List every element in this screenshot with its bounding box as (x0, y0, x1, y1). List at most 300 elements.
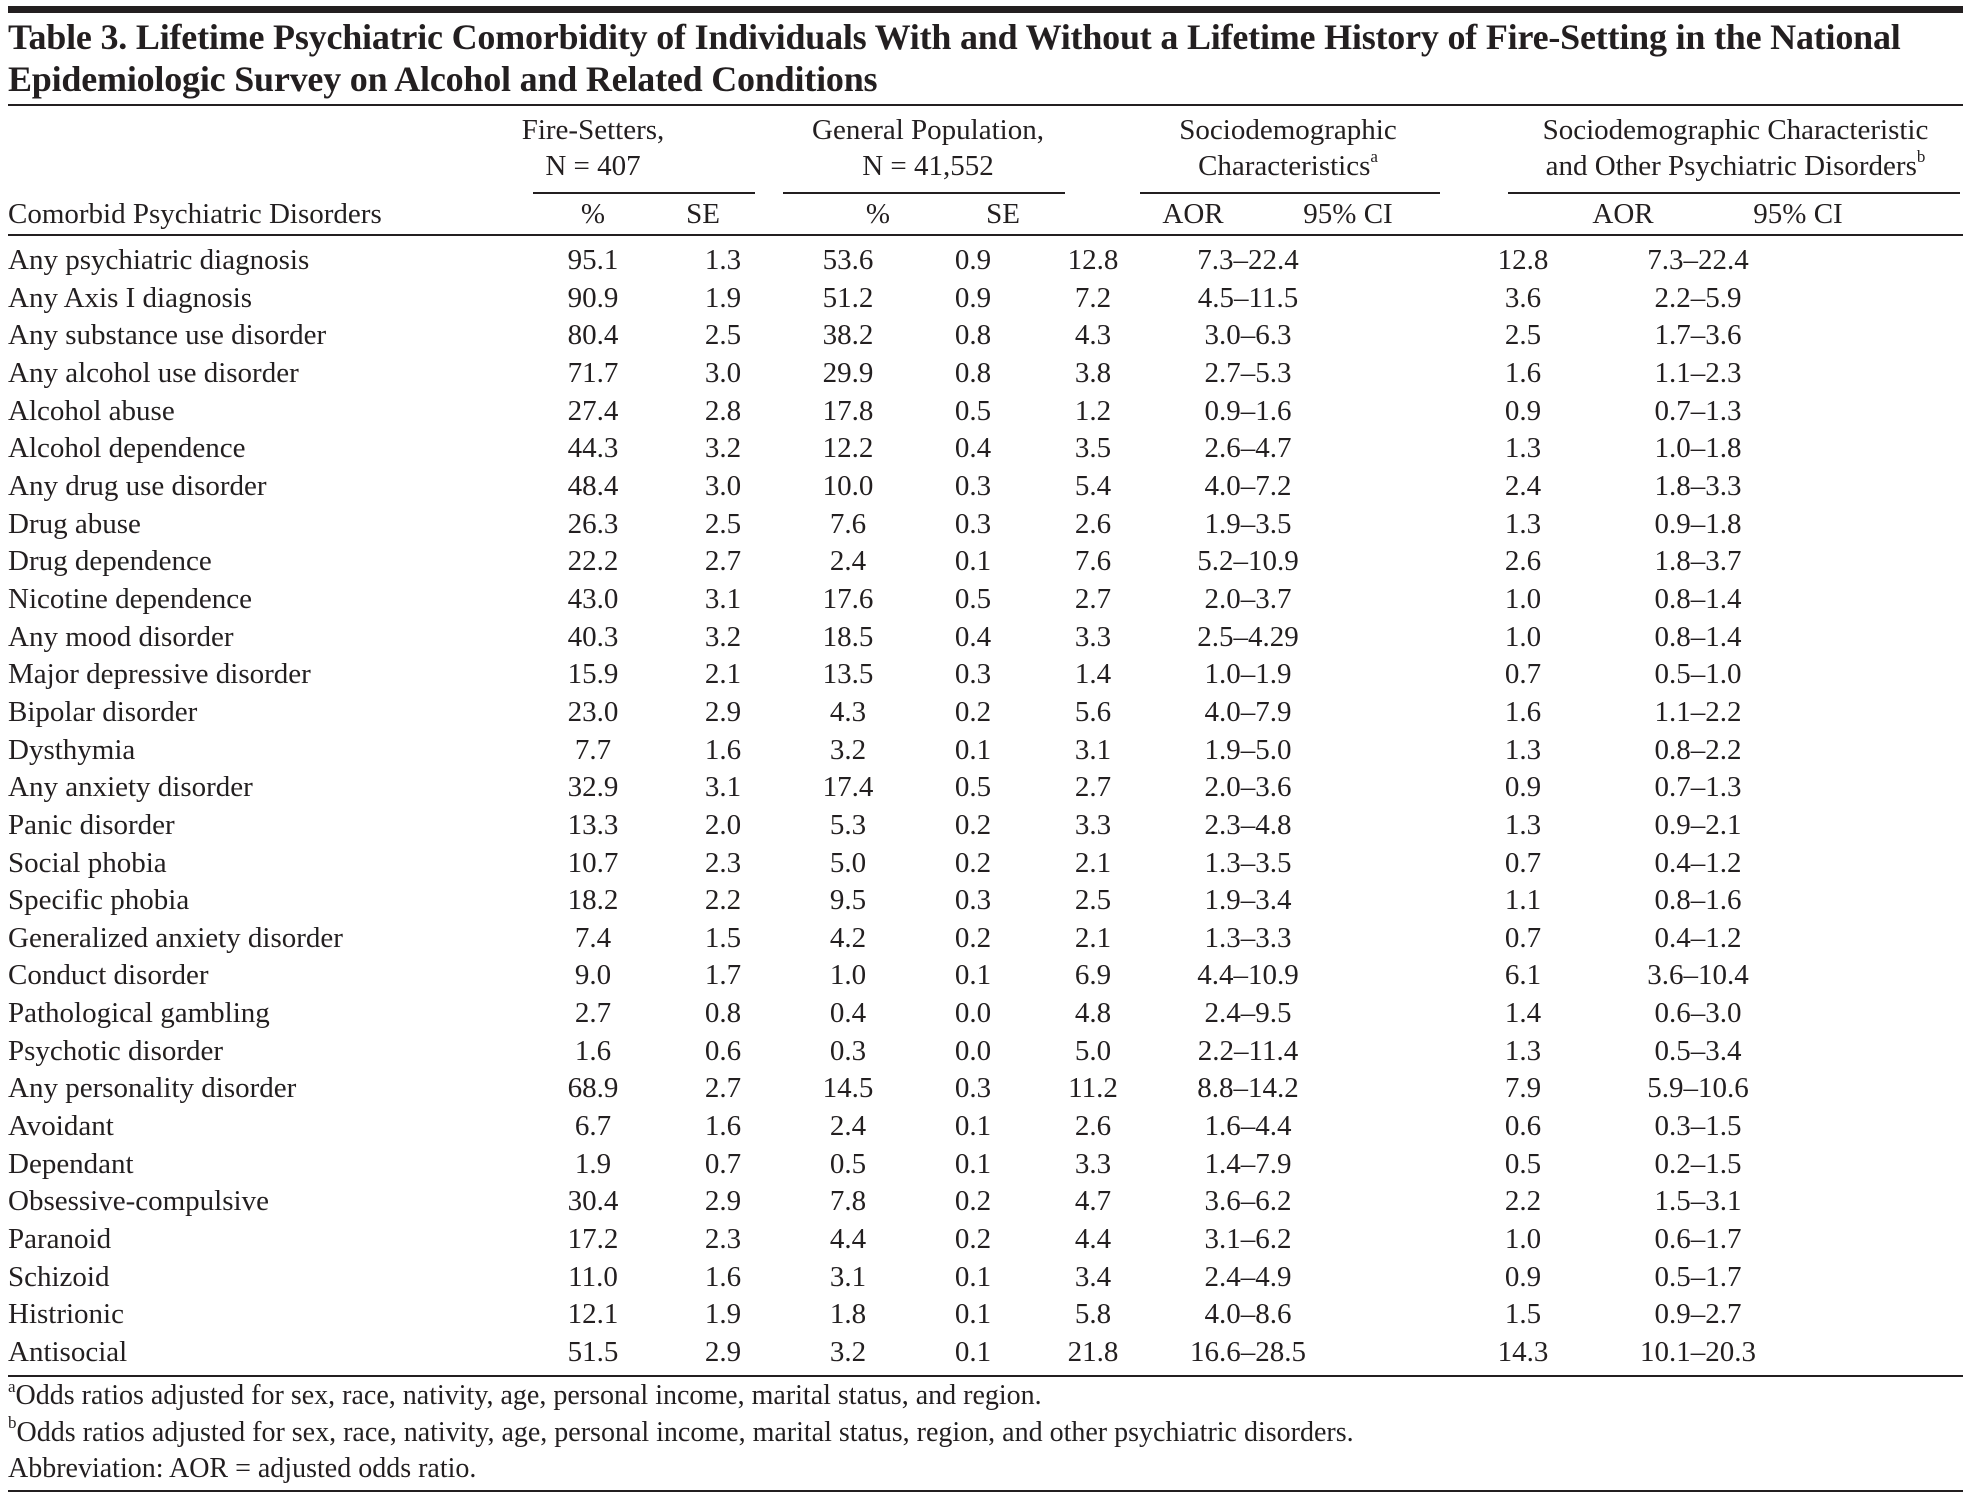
socio-ci: 1.3–3.3 (1204, 921, 1292, 954)
socio-other-aor: 1.1 (1504, 884, 1542, 917)
general-pop-pct: 10.0 (822, 469, 874, 502)
disorder-name: Schizoid (8, 1260, 110, 1293)
socio-ci: 2.3–4.8 (1204, 808, 1292, 841)
fire-setters-se: 0.6 (704, 1034, 742, 1067)
fire-setters-pct: 44.3 (567, 432, 619, 465)
socio-ci: 2.2–11.4 (1197, 1034, 1299, 1067)
spacer (1338, 1070, 1448, 1108)
socio-aor: 2.6 (1074, 1110, 1112, 1143)
general-pop-se: 0.3 (954, 884, 992, 917)
spacer (1338, 619, 1448, 657)
table-row (8, 920, 1798, 958)
spacer (1338, 1108, 1448, 1146)
fire-setters-se: 2.8 (704, 394, 742, 427)
fire-setters-pct: 80.4 (567, 319, 619, 352)
socio-other-ci: 7.3–22.4 (1647, 244, 1749, 276)
general-pop-pct: 51.2 (822, 281, 874, 314)
spacer (1338, 995, 1448, 1033)
fire-setters-pct: 22.2 (567, 545, 619, 578)
socio-ci: 1.9–5.0 (1204, 733, 1292, 766)
general-pop-se: 0.1 (954, 959, 992, 992)
socio-ci: 7.3–22.4 (1197, 244, 1299, 276)
fire-setters-se: 1.6 (704, 733, 742, 766)
disorder-name: Any Axis I diagnosis (8, 281, 253, 314)
spacer (1338, 1183, 1448, 1221)
socio-other-ci: 0.8–1.4 (1654, 620, 1742, 653)
fire-setters-se: 1.9 (704, 1298, 742, 1331)
group-fire-setters-line2: N = 407 (545, 150, 641, 182)
socio-ci: 8.8–14.2 (1197, 1072, 1299, 1105)
fire-setters-se: 2.9 (704, 1336, 742, 1369)
socio-other-aor: 2.4 (1504, 469, 1542, 502)
fire-setters-pct: 43.0 (567, 582, 619, 615)
socio-aor: 21.8 (1067, 1336, 1119, 1369)
general-pop-pct: 3.2 (829, 733, 867, 766)
socio-ci: 3.6–6.2 (1204, 1185, 1292, 1218)
table-title: Table 3. Lifetime Psychiatric Comorbidity of Individuals With and Without a Lifetime History of Fire-Setting in the National Epidemiologic Survey on Alcohol and Related Conditions (8, 17, 1901, 99)
fire-setters-pct: 13.3 (567, 808, 619, 841)
disorder-name: Social phobia (8, 846, 167, 879)
group-sociodemographic (1128, 112, 1448, 184)
table-row (8, 1296, 1798, 1334)
socio-other-aor: 3.6 (1504, 281, 1542, 314)
socio-other-ci: 1.7–3.6 (1654, 319, 1742, 352)
group-fire-setters-rule (533, 192, 755, 194)
fire-setters-pct: 23.0 (567, 695, 619, 728)
fire-setters-se: 2.3 (704, 1223, 742, 1256)
socio-other-ci: 1.1–2.3 (1654, 356, 1742, 389)
socio-other-ci: 1.8–3.7 (1654, 545, 1742, 578)
disorder-name: Antisocial (8, 1336, 128, 1369)
socio-other-aor: 0.7 (1504, 846, 1542, 879)
socio-other-aor: 0.9 (1504, 771, 1542, 804)
table-row (8, 619, 1798, 657)
socio-other-aor: 0.6 (1504, 1110, 1542, 1143)
general-pop-pct: 0.4 (829, 997, 867, 1030)
column-header-ci-2: 95% CI (1753, 198, 1843, 230)
general-pop-pct: 0.5 (829, 1147, 867, 1180)
fire-setters-pct: 7.4 (574, 921, 612, 954)
general-pop-se: 0.1 (954, 1110, 992, 1143)
socio-other-ci: 0.8–2.2 (1654, 733, 1742, 766)
table-row (8, 995, 1798, 1033)
socio-aor: 2.6 (1074, 507, 1112, 540)
table-row (8, 468, 1798, 506)
column-header-fire-pct: % (580, 198, 606, 230)
socio-ci: 1.6–4.4 (1204, 1110, 1292, 1143)
spacer (1338, 732, 1448, 770)
socio-aor: 1.4 (1074, 658, 1112, 691)
fire-setters-se: 2.7 (704, 545, 742, 578)
disorder-name: Any personality disorder (8, 1072, 297, 1105)
spacer (1338, 468, 1448, 506)
socio-ci: 4.5–11.5 (1197, 281, 1299, 314)
disorder-name: Any substance use disorder (8, 319, 327, 352)
spacer (1338, 280, 1448, 318)
fire-setters-pct: 90.9 (567, 281, 619, 314)
column-header-aor-2: AOR (1592, 198, 1654, 230)
general-pop-pct: 17.4 (822, 771, 874, 804)
general-pop-pct: 5.0 (829, 846, 867, 879)
general-pop-se: 0.8 (954, 356, 992, 389)
socio-ci: 2.6–4.7 (1204, 432, 1292, 465)
general-pop-se: 0.1 (954, 1336, 992, 1369)
fire-setters-se: 3.0 (704, 356, 742, 389)
table-row (8, 732, 1798, 770)
socio-other-aor: 14.3 (1497, 1336, 1549, 1369)
disorder-name: Any anxiety disorder (8, 771, 253, 804)
fire-setters-se: 3.2 (704, 432, 742, 465)
socio-other-aor: 1.0 (1504, 582, 1542, 615)
general-pop-pct: 4.4 (829, 1223, 867, 1256)
fire-setters-pct: 1.6 (574, 1034, 612, 1067)
disorder-name: Any drug use disorder (8, 469, 267, 502)
socio-other-ci: 0.5–3.4 (1654, 1034, 1742, 1067)
column-header-disorders: Comorbid Psychiatric Disorders (8, 198, 382, 230)
group-sociodemographic-rule (1140, 192, 1440, 194)
socio-aor: 2.7 (1074, 771, 1112, 804)
socio-other-ci: 5.9–10.6 (1647, 1072, 1749, 1105)
spacer (1338, 845, 1448, 883)
general-pop-se: 0.2 (954, 1185, 992, 1218)
group-socio-other (1508, 112, 1963, 184)
socio-other-ci: 0.8–1.4 (1654, 582, 1742, 615)
disorder-name: Nicotine dependence (8, 582, 252, 615)
footnote-b (8, 1415, 1354, 1452)
table-row (8, 1221, 1798, 1259)
table-page (8, 0, 1963, 1501)
fire-setters-se: 1.3 (704, 244, 742, 276)
socio-ci: 2.7–5.3 (1204, 356, 1292, 389)
socio-other-aor: 1.0 (1504, 1223, 1542, 1256)
socio-other-ci: 3.6–10.4 (1647, 959, 1749, 992)
socio-other-ci: 2.2–5.9 (1654, 281, 1742, 314)
fire-setters-se: 2.3 (704, 846, 742, 879)
socio-other-ci: 0.6–1.7 (1654, 1223, 1742, 1256)
socio-other-ci: 1.1–2.2 (1654, 695, 1742, 728)
general-pop-pct: 3.1 (829, 1260, 867, 1293)
general-pop-pct: 4.3 (829, 695, 867, 728)
disorder-name: Psychotic disorder (8, 1034, 224, 1067)
fire-setters-pct: 6.7 (574, 1110, 612, 1143)
general-pop-pct: 18.5 (822, 620, 874, 653)
socio-aor: 4.8 (1074, 997, 1112, 1030)
disorder-name: Obsessive-compulsive (8, 1185, 269, 1218)
socio-other-aor: 1.3 (1504, 1034, 1542, 1067)
spacer (1338, 957, 1448, 995)
footnote-b-mark: b (8, 1413, 17, 1433)
socio-other-ci: 0.9–2.1 (1654, 808, 1742, 841)
spacer (1338, 694, 1448, 732)
general-pop-pct: 3.2 (829, 1336, 867, 1369)
socio-ci: 4.0–8.6 (1204, 1298, 1292, 1331)
fire-setters-pct: 48.4 (567, 469, 619, 502)
socio-other-ci: 0.5–1.0 (1654, 658, 1742, 691)
socio-other-aor: 1.5 (1504, 1298, 1542, 1331)
socio-other-aor: 1.3 (1504, 432, 1542, 465)
general-pop-pct: 38.2 (822, 319, 874, 352)
group-socio-other-rule (1508, 192, 1960, 194)
disorder-name: Any psychiatric diagnosis (8, 244, 310, 276)
socio-other-aor: 1.6 (1504, 356, 1542, 389)
group-fire-setters (518, 112, 668, 184)
fire-setters-se: 1.9 (704, 281, 742, 314)
socio-aor: 5.8 (1074, 1298, 1112, 1331)
comorbidity-table (8, 242, 1798, 1372)
socio-ci: 1.0–1.9 (1204, 658, 1292, 691)
fire-setters-se: 2.7 (704, 1072, 742, 1105)
socio-ci: 4.0–7.9 (1204, 695, 1292, 728)
general-pop-se: 0.3 (954, 658, 992, 691)
group-general-population-line1: General Population, (812, 114, 1044, 146)
table-row (8, 1070, 1798, 1108)
fire-setters-pct: 51.5 (567, 1336, 619, 1369)
socio-aor: 5.6 (1074, 695, 1112, 728)
socio-other-aor: 0.7 (1504, 658, 1542, 691)
socio-aor: 3.1 (1074, 733, 1112, 766)
socio-other-ci: 10.1–20.3 (1640, 1336, 1756, 1369)
general-pop-se: 0.2 (954, 921, 992, 954)
disorder-name: Avoidant (8, 1110, 114, 1143)
spacer (1338, 1334, 1448, 1372)
table-row (8, 242, 1798, 280)
group-socio-other-line2: and Other Psychiatric Disorders (1545, 150, 1917, 182)
fire-setters-pct: 40.3 (567, 620, 619, 653)
fire-setters-se: 2.9 (704, 1185, 742, 1218)
socio-aor: 3.5 (1074, 432, 1112, 465)
table-row (8, 393, 1798, 431)
column-header-fire-se: SE (686, 198, 720, 230)
group-general-population-line2: N = 41,552 (862, 150, 994, 182)
table-row (8, 581, 1798, 619)
general-pop-se: 0.3 (954, 1072, 992, 1105)
socio-other-aor: 1.3 (1504, 507, 1542, 540)
disorder-name: Drug dependence (8, 545, 212, 578)
fire-setters-se: 3.0 (704, 469, 742, 502)
table-row (8, 317, 1798, 355)
socio-other-aor: 1.3 (1504, 808, 1542, 841)
general-pop-se: 0.2 (954, 1223, 992, 1256)
table-row (8, 1334, 1798, 1372)
spacer (1338, 807, 1448, 845)
group-socio-other-line2-wrap (1508, 148, 1963, 184)
socio-other-ci: 0.4–1.2 (1654, 921, 1742, 954)
general-pop-se: 0.2 (954, 846, 992, 879)
general-pop-pct: 5.3 (829, 808, 867, 841)
disorder-name: Paranoid (8, 1223, 112, 1256)
fire-setters-se: 0.7 (704, 1147, 742, 1180)
socio-other-aor: 7.9 (1504, 1072, 1542, 1105)
socio-other-aor: 2.5 (1504, 319, 1542, 352)
socio-ci: 2.0–3.6 (1204, 771, 1292, 804)
disorder-name: Major depressive disorder (8, 658, 311, 691)
general-pop-pct: 17.6 (822, 582, 874, 615)
disorder-name: Conduct disorder (8, 959, 209, 992)
footnote-b-text: Odds ratios adjusted for sex, race, nativity, age, personal income, marital status, region, and other psychiatric disorders. (16, 1416, 1354, 1448)
socio-aor: 4.7 (1074, 1185, 1112, 1218)
footnote-abbreviation: Abbreviation: AOR = adjusted odds ratio. (8, 1453, 477, 1484)
general-pop-pct: 0.3 (829, 1034, 867, 1067)
socio-aor: 2.5 (1074, 884, 1112, 917)
fire-setters-pct: 27.4 (567, 394, 619, 427)
fire-setters-se: 2.2 (704, 884, 742, 917)
fire-setters-pct: 9.0 (574, 959, 612, 992)
socio-aor: 2.1 (1074, 921, 1112, 954)
fire-setters-se: 1.7 (704, 959, 742, 992)
socio-other-aor: 0.7 (1504, 921, 1542, 954)
general-pop-se: 0.5 (954, 582, 992, 615)
socio-aor: 12.8 (1067, 244, 1119, 276)
general-pop-se: 0.3 (954, 507, 992, 540)
spacer (1338, 355, 1448, 393)
fire-setters-se: 3.2 (704, 620, 742, 653)
general-pop-se: 0.1 (954, 545, 992, 578)
socio-other-ci: 0.9–1.8 (1654, 507, 1742, 540)
spacer (1338, 543, 1448, 581)
socio-ci: 1.4–7.9 (1204, 1147, 1292, 1180)
spacer (1338, 882, 1448, 920)
socio-aor: 3.3 (1074, 620, 1112, 653)
general-pop-se: 0.9 (954, 244, 992, 276)
group-fire-setters-line1: Fire-Setters, (521, 114, 665, 146)
socio-other-aor: 2.6 (1504, 545, 1542, 578)
socio-ci: 3.0–6.3 (1204, 319, 1292, 352)
socio-other-aor: 0.9 (1504, 1260, 1542, 1293)
socio-ci: 16.6–28.5 (1190, 1336, 1306, 1369)
disorder-name: Bipolar disorder (8, 695, 198, 728)
spacer (1338, 317, 1448, 355)
socio-ci: 4.0–7.2 (1204, 469, 1292, 502)
table-row (8, 280, 1798, 318)
fire-setters-pct: 30.4 (567, 1185, 619, 1218)
socio-other-aor: 1.0 (1504, 620, 1542, 653)
table-row (8, 1259, 1798, 1297)
general-pop-pct: 14.5 (822, 1072, 874, 1105)
socio-aor: 5.4 (1074, 469, 1112, 502)
fire-setters-pct: 11.0 (568, 1260, 618, 1293)
footnote-a-text: Odds ratios adjusted for sex, race, nativity, age, personal income, marital status, and region. (15, 1380, 1042, 1411)
socio-aor: 1.2 (1074, 394, 1112, 427)
fire-setters-se: 2.9 (704, 695, 742, 728)
socio-ci: 2.0–3.7 (1204, 582, 1292, 615)
socio-other-ci: 1.0–1.8 (1654, 432, 1742, 465)
socio-other-ci: 0.8–1.6 (1654, 884, 1742, 917)
table-row (8, 694, 1798, 732)
disorder-name: Panic disorder (8, 808, 175, 841)
socio-ci: 3.1–6.2 (1204, 1223, 1292, 1256)
group-general-population-rule (783, 192, 1065, 194)
general-pop-pct: 7.6 (829, 507, 867, 540)
general-pop-se: 0.0 (954, 997, 992, 1030)
socio-other-ci: 1.8–3.3 (1654, 469, 1742, 502)
spacer (1338, 430, 1448, 468)
general-pop-se: 0.1 (954, 1147, 992, 1180)
fire-setters-se: 3.1 (704, 582, 742, 615)
header-top-rule (8, 104, 1963, 106)
socio-other-ci: 1.5–3.1 (1654, 1185, 1742, 1218)
page-bottom-rule (8, 1490, 1963, 1492)
socio-ci: 1.3–3.5 (1204, 846, 1292, 879)
socio-ci: 4.4–10.9 (1197, 959, 1299, 992)
general-pop-pct: 9.5 (829, 884, 867, 917)
socio-other-aor: 6.1 (1504, 959, 1542, 992)
group-general-population (778, 112, 1078, 184)
spacer (1338, 393, 1448, 431)
fire-setters-pct: 71.7 (567, 356, 619, 389)
socio-other-ci: 0.4–1.2 (1654, 846, 1742, 879)
socio-ci: 2.5–4.29 (1197, 620, 1299, 653)
table-row (8, 807, 1798, 845)
fire-setters-pct: 2.7 (574, 997, 612, 1030)
fire-setters-pct: 15.9 (567, 658, 619, 691)
socio-other-aor: 1.6 (1504, 695, 1542, 728)
spacer (1338, 1146, 1448, 1184)
socio-aor: 3.3 (1074, 808, 1112, 841)
socio-ci: 1.9–3.5 (1204, 507, 1292, 540)
disorder-name: Generalized anxiety disorder (8, 921, 343, 954)
socio-other-aor: 1.3 (1504, 733, 1542, 766)
footnote-a-mark: a (8, 1376, 16, 1396)
group-sociodemographic-line2-wrap (1128, 148, 1448, 184)
table-row (8, 430, 1798, 468)
socio-other-aor: 0.9 (1504, 394, 1542, 427)
disorder-name: Dysthymia (8, 733, 136, 766)
general-pop-pct: 12.2 (822, 432, 874, 465)
footnotes (8, 1378, 1354, 1488)
socio-other-ci: 0.5–1.7 (1654, 1260, 1742, 1293)
fire-setters-pct: 68.9 (567, 1072, 619, 1105)
socio-other-ci: 0.9–2.7 (1654, 1298, 1742, 1331)
socio-other-aor: 0.5 (1504, 1147, 1542, 1180)
socio-other-ci: 0.7–1.3 (1654, 771, 1742, 804)
socio-aor: 4.4 (1074, 1223, 1112, 1256)
fire-setters-se: 0.8 (704, 997, 742, 1030)
socio-aor: 7.2 (1074, 281, 1112, 314)
socio-other-ci: 0.7–1.3 (1654, 394, 1742, 427)
general-pop-se: 0.4 (954, 432, 992, 465)
socio-other-aor: 1.4 (1504, 997, 1542, 1030)
general-pop-se: 0.1 (954, 1298, 992, 1331)
socio-aor: 7.6 (1074, 545, 1112, 578)
general-pop-pct: 4.2 (829, 921, 867, 954)
general-pop-pct: 53.6 (822, 244, 874, 276)
fire-setters-pct: 18.2 (567, 884, 619, 917)
general-pop-se: 0.0 (954, 1034, 992, 1067)
table-row (8, 845, 1798, 883)
socio-other-aor: 2.2 (1504, 1185, 1542, 1218)
general-pop-se: 0.8 (954, 319, 992, 352)
footnote-a (8, 1378, 1354, 1415)
fire-setters-se: 1.6 (704, 1110, 742, 1143)
spacer (1338, 769, 1448, 807)
socio-aor: 5.0 (1074, 1034, 1112, 1067)
column-header-gen-pct: % (865, 198, 891, 230)
socio-ci: 5.2–10.9 (1197, 545, 1299, 578)
group-sociodemographic-line1: Sociodemographic (1179, 114, 1397, 146)
fire-setters-se: 2.5 (704, 507, 742, 540)
socio-aor: 3.4 (1074, 1260, 1112, 1293)
group-socio-other-line1: Sociodemographic Characteristic (1542, 114, 1929, 146)
column-header-ci-1: 95% CI (1303, 198, 1393, 230)
spacer (1338, 506, 1448, 544)
socio-other-ci: 0.2–1.5 (1654, 1147, 1742, 1180)
table-row (8, 1108, 1798, 1146)
fire-setters-pct: 26.3 (567, 507, 619, 540)
socio-ci: 1.9–3.4 (1204, 884, 1292, 917)
table-row (8, 355, 1798, 393)
general-pop-pct: 1.0 (829, 959, 867, 992)
general-pop-se: 0.2 (954, 695, 992, 728)
